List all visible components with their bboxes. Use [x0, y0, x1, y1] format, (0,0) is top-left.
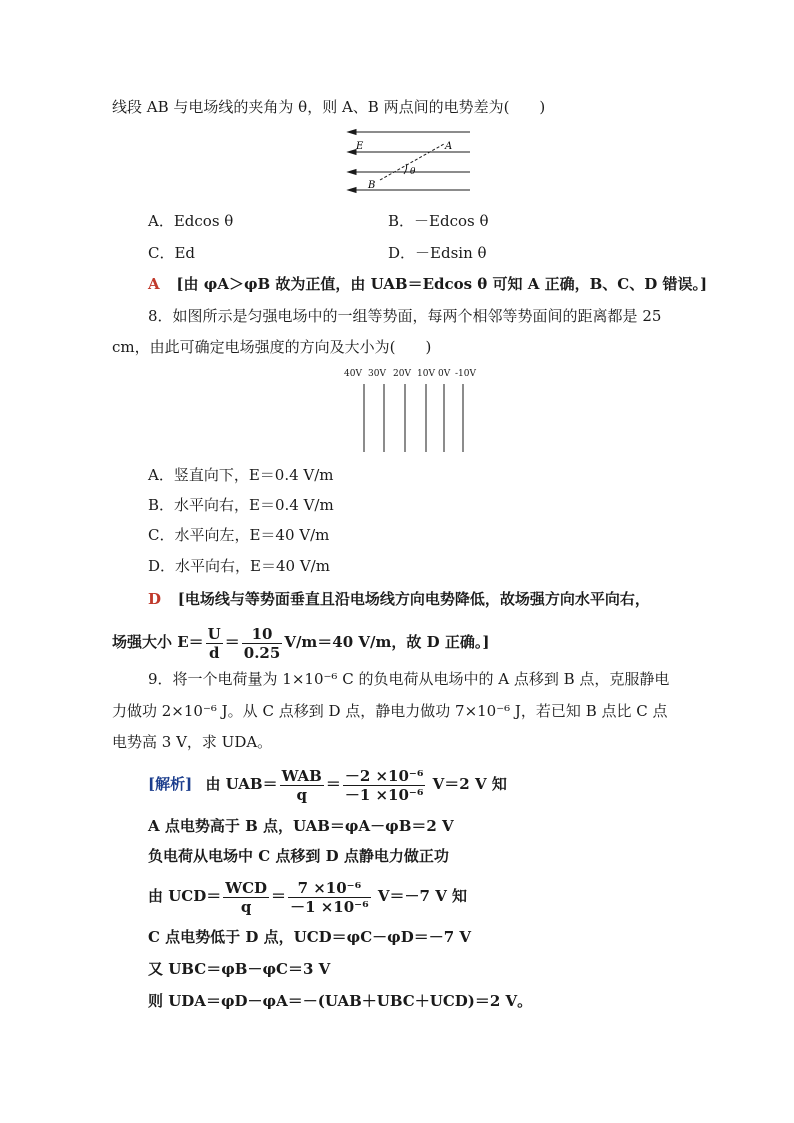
q9-fraction-values: [343, 767, 426, 804]
potential-label: -10V: [455, 369, 476, 379]
frac-num: －2 ×10⁻⁶: [344, 766, 424, 785]
frac-den: 0.25: [243, 643, 281, 662]
q8-answer: [148, 588, 650, 610]
q9-fraction-wab-q: [280, 767, 324, 804]
q9-s4-suffix: V＝－7 V 知: [377, 887, 468, 905]
q8-explanation-line2: 场强大小 E＝ $\frac{U}{d}$ ＝ $\frac{10}{0.25}$ V/m＝40 V/m，故 D 正确。]: [112, 624, 490, 662]
q7-option-c: C．Ed: [148, 244, 196, 262]
q7-stem: 线段 AB 与电场线的夹角为 θ，则 A、B 两点间的电势差为( ): [112, 98, 546, 116]
q8-option-b: B．水平向右，E＝0.4 V/m: [148, 496, 334, 514]
q8-explanation-line1: [电场线与等势面垂直且沿电场线方向电势降低，故场强方向水平向右，: [177, 590, 650, 608]
potential-label: 20V: [393, 369, 411, 379]
q9-s1-suffix: V＝2 V 知: [432, 775, 507, 793]
q9-s1-prefix: 由 UAB＝: [205, 775, 278, 793]
q9-stem-line1: 9．将一个电荷量为 1×10⁻⁶ C 的负电荷从电场中的 A 点移到 B 点，克服静电: [148, 670, 670, 688]
potential-label: 40V: [344, 369, 362, 379]
field-arrow: [348, 150, 356, 155]
q9-stem-line2: 力做功 2×10⁻⁶ J。从 C 点移到 D 点，静电力做功 7×10⁻⁶ J，若已知 B 点比 C 点: [112, 702, 668, 720]
q7-explanation: [由 φA＞φB 故为正值，由 UAB＝Edcos θ 可知 A 正确，B、C、D 错误。]: [176, 275, 708, 293]
frac-den: q: [240, 897, 252, 916]
q8-fraction-ud: [206, 625, 223, 662]
q7-option-d: D．－Edsin θ: [388, 244, 487, 262]
q9-solution-step4: 由 UCD＝ $\frac{\text{WCD}}{q}$ ＝ $\frac{\text{7 ×10⁻⁶}}{\text{－1 ×10⁻⁶}}$ V＝－7 V 知: [148, 878, 468, 916]
potential-label: 30V: [368, 369, 386, 379]
q8-expl-prefix: 场强大小 E＝: [112, 633, 204, 651]
q9-solution-step1: [解析] 由 UAB＝ $\frac{\text{WAB}}{q}$ ＝ $\frac{\text{－2 ×10⁻⁶}}{\text{－1 ×10⁻⁶}}$ V＝2 V 知: [148, 766, 507, 804]
q8-stem-line1: 8．如图所示是匀强电场中的一组等势面，每两个相邻等势面间的距离都是 25: [148, 307, 662, 325]
q9-solution-step6: 又 UBC＝φB－φC＝3 V: [148, 960, 331, 978]
label-a: A: [445, 141, 453, 152]
frac-num: 10: [242, 625, 283, 644]
q8-equipotential-figure: [342, 366, 482, 454]
label-theta: θ: [410, 167, 416, 177]
q8-answer-letter: D: [148, 590, 162, 608]
frac-num: WAB: [281, 766, 322, 785]
q7-option-a: A．Edcos θ: [148, 212, 234, 230]
field-arrow: [348, 188, 356, 193]
q7-answer-letter: A: [148, 275, 160, 293]
q9-s4-prefix: 由 UCD＝: [148, 887, 222, 905]
frac-den: q: [296, 785, 307, 804]
potential-label: 10V: [417, 369, 435, 379]
frac-num: 7 ×10⁻⁶: [288, 879, 371, 898]
q9-fraction-wcd-q: [223, 879, 269, 916]
label-b: B: [368, 180, 376, 191]
frac-den: d: [208, 643, 220, 662]
q9-fraction-values-2: [288, 879, 371, 916]
q9-solution-step7: 则 UDA＝φD－φA＝－(UAB＋UBC＋UCD)＝2 V。: [148, 992, 533, 1010]
q7-answer: [148, 273, 707, 295]
frac-num: U: [207, 624, 221, 643]
q8-option-c: C．水平向左，E＝40 V/m: [148, 526, 330, 544]
q8-option-d: D．水平向右，E＝40 V/m: [148, 557, 330, 575]
q7-option-b: B．－Edcos θ: [388, 212, 489, 230]
q7-field-figure: [340, 126, 476, 196]
field-arrow: [348, 130, 356, 135]
q8-fraction-value: [242, 625, 283, 662]
field-arrow: [348, 170, 356, 175]
q9-stem-line3: 电势高 3 V，求 UDA。: [112, 733, 273, 751]
frac-den: －1 ×10⁻⁶: [344, 785, 424, 804]
frac-num: WCD: [225, 878, 268, 897]
q9-solution-step5: C 点电势低于 D 点，UCD＝φC－φD＝－7 V: [148, 928, 472, 946]
label-e: E: [356, 141, 364, 152]
q9-solution-step3: 负电荷从电场中 C 点移到 D 点静电力做正功: [148, 847, 449, 865]
q8-stem-line2: cm，由此可确定电场强度的方向及大小为( ): [112, 338, 432, 356]
q8-option-a: A．竖直向下，E＝0.4 V/m: [148, 466, 334, 484]
q8-expl-suffix: V/m＝40 V/m，故 D 正确。]: [284, 633, 490, 651]
q9-solution-step2: A 点电势高于 B 点，UAB＝φA－φB＝2 V: [148, 817, 454, 835]
solution-tag: [解析]: [148, 775, 193, 793]
frac-den: －1 ×10⁻⁶: [290, 897, 369, 916]
potential-label: 0V: [438, 369, 451, 379]
